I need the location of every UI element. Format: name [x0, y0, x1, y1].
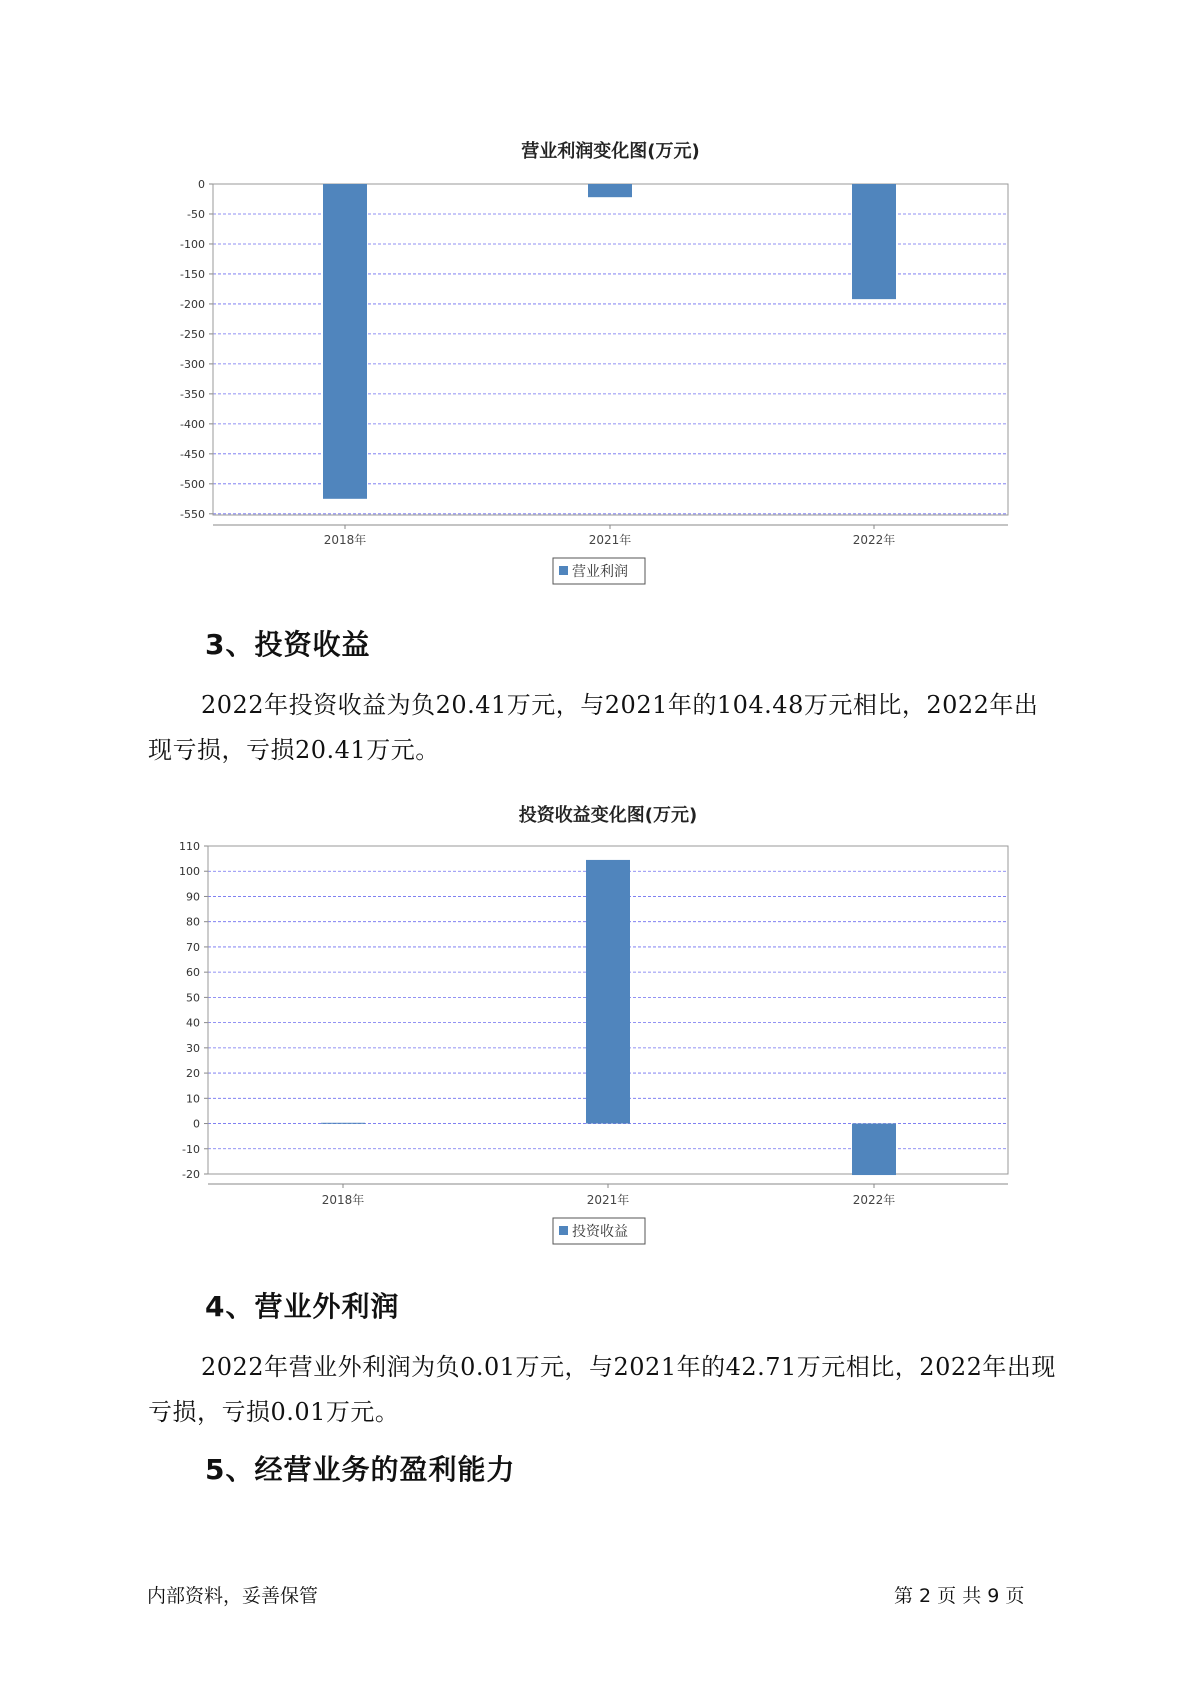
y-tick-label: 30	[186, 1041, 200, 1055]
paragraph-investment-income: 2022年投资收益为负20.41万元，与2021年的104.48万元相比，2022年出现亏损，亏损20.41万元。	[148, 691, 1039, 764]
y-tick-label: -50	[187, 207, 205, 221]
legend-label: 营业利润	[572, 564, 628, 580]
bar-2021年	[588, 184, 632, 197]
y-tick-label: 50	[186, 991, 200, 1005]
section-title-non-operating-profit: 4、营业外利润	[205, 1290, 400, 1323]
y-tick-label: 40	[186, 1016, 200, 1030]
y-tick-label: -10	[182, 1142, 200, 1156]
legend-label: 投资收益	[572, 1224, 628, 1240]
y-tick-label: -400	[180, 417, 205, 431]
legend-swatch	[559, 1226, 568, 1235]
y-tick-label: -550	[180, 507, 205, 521]
y-tick-label: -200	[180, 297, 205, 311]
footer-page-number: 第 2 页 共 9 页	[894, 1585, 1025, 1607]
y-tick-label: 70	[186, 940, 200, 954]
y-tick-label: 80	[186, 915, 200, 929]
y-tick-label: 60	[186, 966, 200, 980]
y-tick-label: -350	[180, 387, 205, 401]
operating-profit-chart-svg	[0, 130, 1191, 600]
footer-confidential-note: 内部资料，妥善保管	[147, 1585, 319, 1607]
y-tick-label: -100	[180, 237, 205, 251]
y-tick-label: -250	[180, 327, 205, 341]
bar-2021年	[586, 860, 630, 1124]
x-tick-label: 2021年	[586, 1193, 630, 1207]
y-tick-label: 0	[193, 1117, 200, 1131]
chart-title: 投资收益变化图(万元)	[518, 805, 698, 826]
x-tick-label: 2021年	[588, 533, 632, 547]
bar-2018年	[321, 1123, 365, 1124]
x-tick-label: 2018年	[321, 1193, 365, 1207]
y-tick-label: -150	[180, 267, 205, 281]
y-tick-label: 0	[198, 178, 205, 191]
investment-income-chart-svg	[0, 794, 1191, 1264]
paragraph-non-operating-profit: 2022年营业外利润为负0.01万元，与2021年的42.71万元相比，2022年出现亏损，亏损0.01万元。	[148, 1353, 1056, 1426]
legend-swatch	[559, 566, 568, 575]
chart-title: 营业利润变化图(万元)	[521, 141, 700, 162]
bar-2018年	[323, 184, 367, 499]
bar-2022年	[852, 184, 896, 299]
x-tick-label: 2018年	[323, 533, 367, 547]
x-tick-label: 2022年	[852, 533, 896, 547]
y-tick-label: -500	[180, 477, 205, 491]
y-tick-label: 10	[186, 1092, 200, 1106]
y-tick-label: -450	[180, 447, 205, 461]
section-title-investment-income: 3、投资收益	[205, 628, 371, 661]
y-tick-label: 90	[186, 890, 200, 904]
y-tick-label: 20	[186, 1067, 200, 1081]
y-tick-label: 110	[179, 840, 200, 853]
operating-profit-chart	[0, 130, 1191, 600]
x-tick-label: 2022年	[852, 1193, 896, 1207]
y-tick-label: 100	[179, 865, 200, 879]
y-tick-label: -300	[180, 357, 205, 371]
investment-income-chart	[0, 794, 1191, 1264]
y-tick-label: -20	[182, 1168, 200, 1181]
section-title-business-profitability: 5、经营业务的盈利能力	[205, 1453, 516, 1486]
bar-2022年	[852, 1124, 896, 1175]
